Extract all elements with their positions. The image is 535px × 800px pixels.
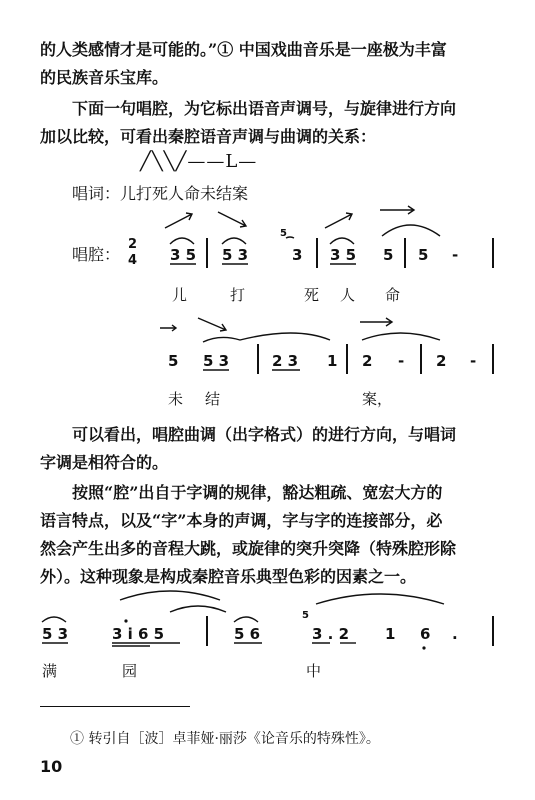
para3-line2: 字调是相符合的。 <box>40 453 169 472</box>
time-sig-bottom: 4 <box>128 253 138 268</box>
para4-line2: 语言特点，以及“字”本身的声调，字与字的连接部分，必 <box>40 511 443 530</box>
note: 6 <box>420 625 431 643</box>
melody-label: 唱腔： <box>72 245 121 264</box>
para3-line1: 可以看出，唱腔曲调（出字格式）的进行方向，与唱词 <box>72 425 457 444</box>
grace-note: 5 <box>280 228 287 239</box>
lyric: 满 <box>42 662 58 680</box>
arrow <box>160 325 176 331</box>
slur <box>170 238 194 244</box>
slur <box>316 594 444 604</box>
para4-line1: 按照“腔”出自于字调的规律，豁达粗疏、宽宏大方的 <box>72 483 443 502</box>
lyric: 人 <box>340 286 356 304</box>
note: 2 <box>436 352 447 370</box>
note: 5 <box>383 246 394 264</box>
para1-line2: 的民族音乐宝库。 <box>40 68 169 87</box>
lyric: 结 <box>205 390 221 408</box>
note: 1 <box>327 352 338 370</box>
dash: - <box>470 352 477 370</box>
slur <box>203 333 330 342</box>
time-sig-top: 2 <box>128 237 138 252</box>
slur <box>42 617 66 622</box>
slur <box>234 617 258 622</box>
lyric: 命 <box>385 286 401 304</box>
dot: . <box>452 625 458 643</box>
slur <box>170 606 226 612</box>
lyric: 案， <box>362 390 393 408</box>
slur <box>222 238 246 244</box>
lyric: 中 <box>306 662 322 680</box>
note-group: 3 5 <box>330 246 357 264</box>
lyric: 死 <box>304 286 320 304</box>
note-group: 3 i 6 5 <box>112 625 165 643</box>
note: 5 <box>418 246 429 264</box>
para4-line4: 外）。这种现象是构成秦腔音乐典型色彩的因素之一。 <box>40 567 417 586</box>
para1-line1: 的人类感情才是可能的。”① 中国戏曲音乐是一座极为丰富 <box>40 40 447 59</box>
page-number: 10 <box>40 757 63 776</box>
footnote: ① 转引自［波］卓菲娅·丽莎《论音乐的特殊性》。 <box>70 731 380 747</box>
note: 5 <box>168 352 179 370</box>
note-group: 2 3 <box>272 352 299 370</box>
lyric: 未 <box>168 390 184 408</box>
slur <box>362 333 440 340</box>
arrow <box>360 318 392 326</box>
dash: - <box>452 246 459 264</box>
slur <box>382 225 440 236</box>
arrow <box>325 213 352 228</box>
arrow <box>198 318 226 331</box>
note-group: 3 5 <box>170 246 197 264</box>
arrow <box>218 212 246 227</box>
high-dot <box>124 619 127 622</box>
grace-slur <box>286 237 294 238</box>
arrow <box>380 206 414 214</box>
para2-line1: 下面一句唱腔，为它标出语音声调号，与旋律进行方向 <box>72 99 457 118</box>
note-group: 5 6 <box>234 625 261 643</box>
lyric: 儿 <box>172 286 188 304</box>
note-group: 5 3 <box>222 246 249 264</box>
slur <box>120 591 220 600</box>
lyrics-label: 唱词：儿打死人命未结案 <box>72 184 249 203</box>
para4-line3: 然会产生出多的音程大跳，或旋律的突升突降（特殊腔形除 <box>40 539 457 558</box>
arrow <box>165 213 192 228</box>
tone-marks: ╱╲╲╱——L— <box>140 151 258 172</box>
note-group: 3 . 2 <box>312 625 350 643</box>
grace-note: 5 <box>302 610 309 621</box>
slur <box>330 238 354 244</box>
note: 3 <box>292 246 303 264</box>
note: 2 <box>362 352 373 370</box>
note-group: 5 3 <box>203 352 230 370</box>
lyric: 园 <box>122 662 138 680</box>
dash: - <box>398 352 405 370</box>
para2-line2: 加以比较，可看出秦腔语音声调与曲调的关系： <box>40 127 377 146</box>
low-dot <box>422 646 425 649</box>
lyric: 打 <box>230 286 246 304</box>
note: 1 <box>385 625 396 643</box>
note-group: 5 3 <box>42 625 69 643</box>
